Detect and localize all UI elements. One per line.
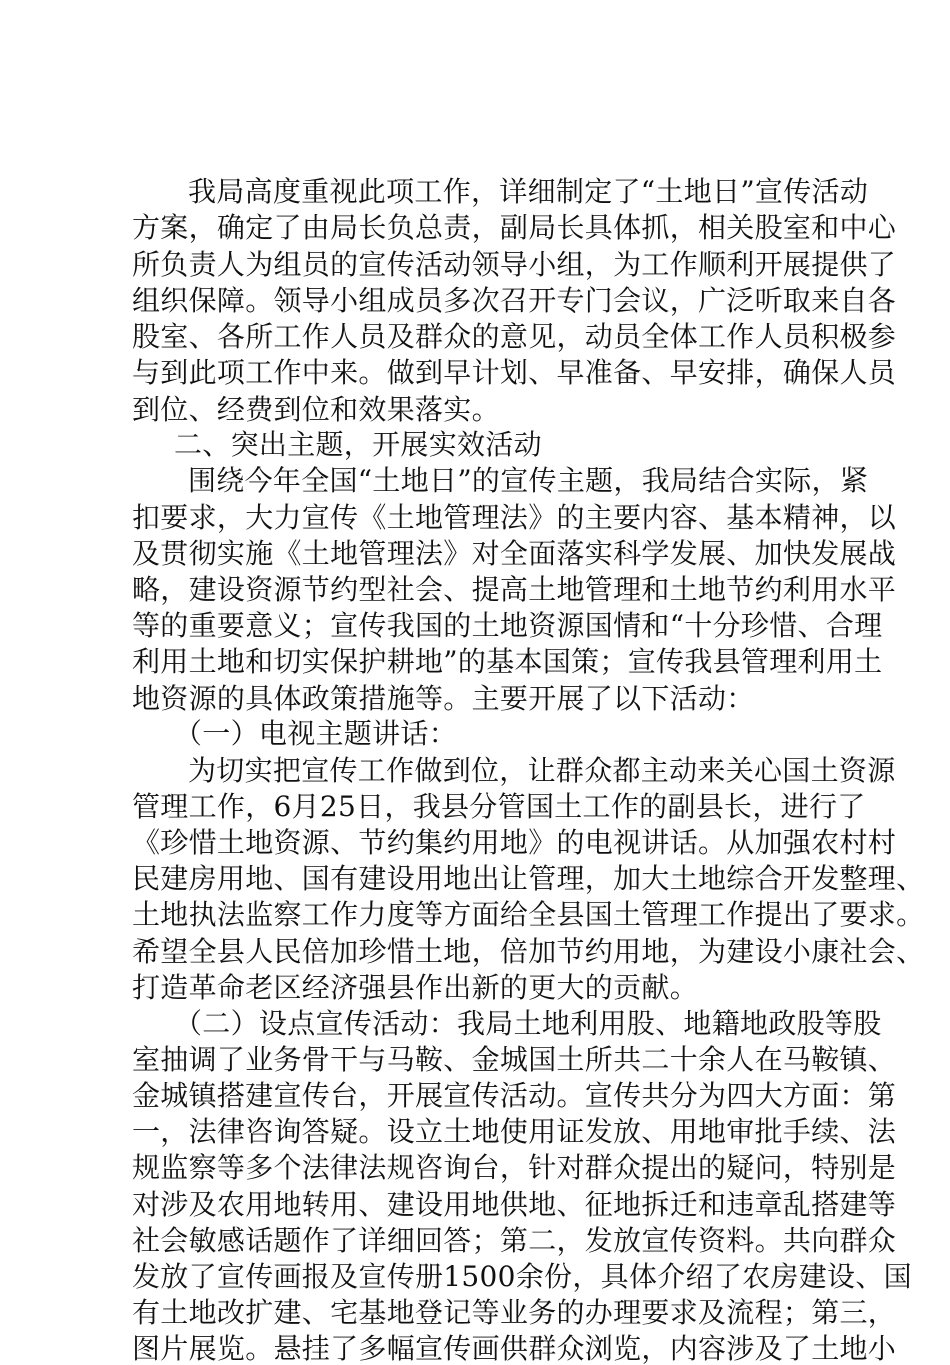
paragraph-line: 股室、各所工作人员及群众的意见，动员全体工作人员积极参 xyxy=(132,320,897,353)
paragraph-line: 为切实把宣传工作做到位，让群众都主动来关心国土资源 xyxy=(188,754,896,787)
paragraph-line: 略，建设资源节约型社会、提高土地管理和土地节约利用水平 xyxy=(132,573,897,606)
paragraph-line: 及贯彻实施《土地管理法》对全面落实科学发展、加快发展战 xyxy=(132,537,897,570)
paragraph-line: 发放了宣传画报及宣传册1500余份，具体介绍了农房建设、国 xyxy=(132,1260,912,1293)
paragraph-line: 所负责人为组员的宣传活动领导小组，为工作顺利开展提供了 xyxy=(132,248,897,281)
paragraph-line: 到位、经费到位和效果落实。 xyxy=(132,393,500,426)
paragraph-line: 社会敏感话题作了详细回答；第二，发放宣传资料。共向群众 xyxy=(132,1224,897,1257)
paragraph-line: 等的重要意义；宣传我国的土地资源国情和“十分珍惜、合理 xyxy=(132,609,883,642)
paragraph-line: （二）设点宣传活动：我局土地利用股、地籍地政股等股 xyxy=(174,1007,882,1040)
paragraph-line: 希望全县人民倍加珍惜土地，倍加节约用地，为建设小康社会、 xyxy=(132,935,925,968)
paragraph-line: 管理工作，6月25日，我县分管国土工作的副县长，进行了 xyxy=(132,790,866,823)
paragraph-line: 方案，确定了由局长负总责，副局长具体抓，相关股室和中心 xyxy=(132,211,897,244)
paragraph-line: 地资源的具体政策措施等。主要开展了以下活动： xyxy=(132,682,755,715)
paragraph-line: 规监察等多个法律法规咨询台，针对群众提出的疑问，特别是 xyxy=(132,1151,897,1184)
paragraph-line: 围绕今年全国“土地日”的宣传主题，我局结合实际，紧 xyxy=(188,464,869,497)
paragraph-line: 组织保障。领导小组成员多次召开专门会议，广泛听取来自各 xyxy=(132,284,897,317)
paragraph-line: 对涉及农用地转用、建设用地供地、征地拆迁和违章乱搭建等 xyxy=(132,1188,897,1221)
paragraph-line: 扣要求，大力宣传《土地管理法》的主要内容、基本精神，以 xyxy=(132,501,897,534)
paragraph-line: 《珍惜土地资源、节约集约用地》的电视讲话。从加强农村村 xyxy=(132,826,897,859)
section-heading: 二、突出主题，开展实效活动 xyxy=(174,428,542,461)
paragraph-line: 打造革命老区经济强县作出新的更大的贡献。 xyxy=(132,971,699,1004)
paragraph-line: 与到此项工作中来。做到早计划、早准备、早安排，确保人员 xyxy=(132,356,897,389)
paragraph-line: 我局高度重视此项工作，详细制定了“土地日”宣传活动 xyxy=(188,175,869,208)
paragraph-line: 利用土地和切实保护耕地”的基本国策；宣传我县管理利用土 xyxy=(132,645,883,678)
paragraph-line: 有土地改扩建、宅基地登记等业务的办理要求及流程；第三， xyxy=(132,1296,897,1329)
paragraph-line: 金城镇搭建宣传台，开展宣传活动。宣传共分为四大方面：第 xyxy=(132,1079,897,1112)
paragraph-line: 图片展览。悬挂了多幅宣传画供群众浏览，内容涉及了土地小 xyxy=(132,1332,897,1365)
subsection-heading: （一）电视主题讲话： xyxy=(174,717,458,750)
paragraph-line: 民建房用地、国有建设用地出让管理，加大土地综合开发整理、 xyxy=(132,862,925,895)
paragraph-line: 一，法律咨询答疑。设立土地使用证发放、用地审批手续、法 xyxy=(132,1115,897,1148)
paragraph-line: 室抽调了业务骨干与马鞍、金城国土所共二十余人在马鞍镇、 xyxy=(132,1043,897,1076)
paragraph-line: 土地执法监察工作力度等方面给全县国土管理工作提出了要求。 xyxy=(132,898,925,931)
